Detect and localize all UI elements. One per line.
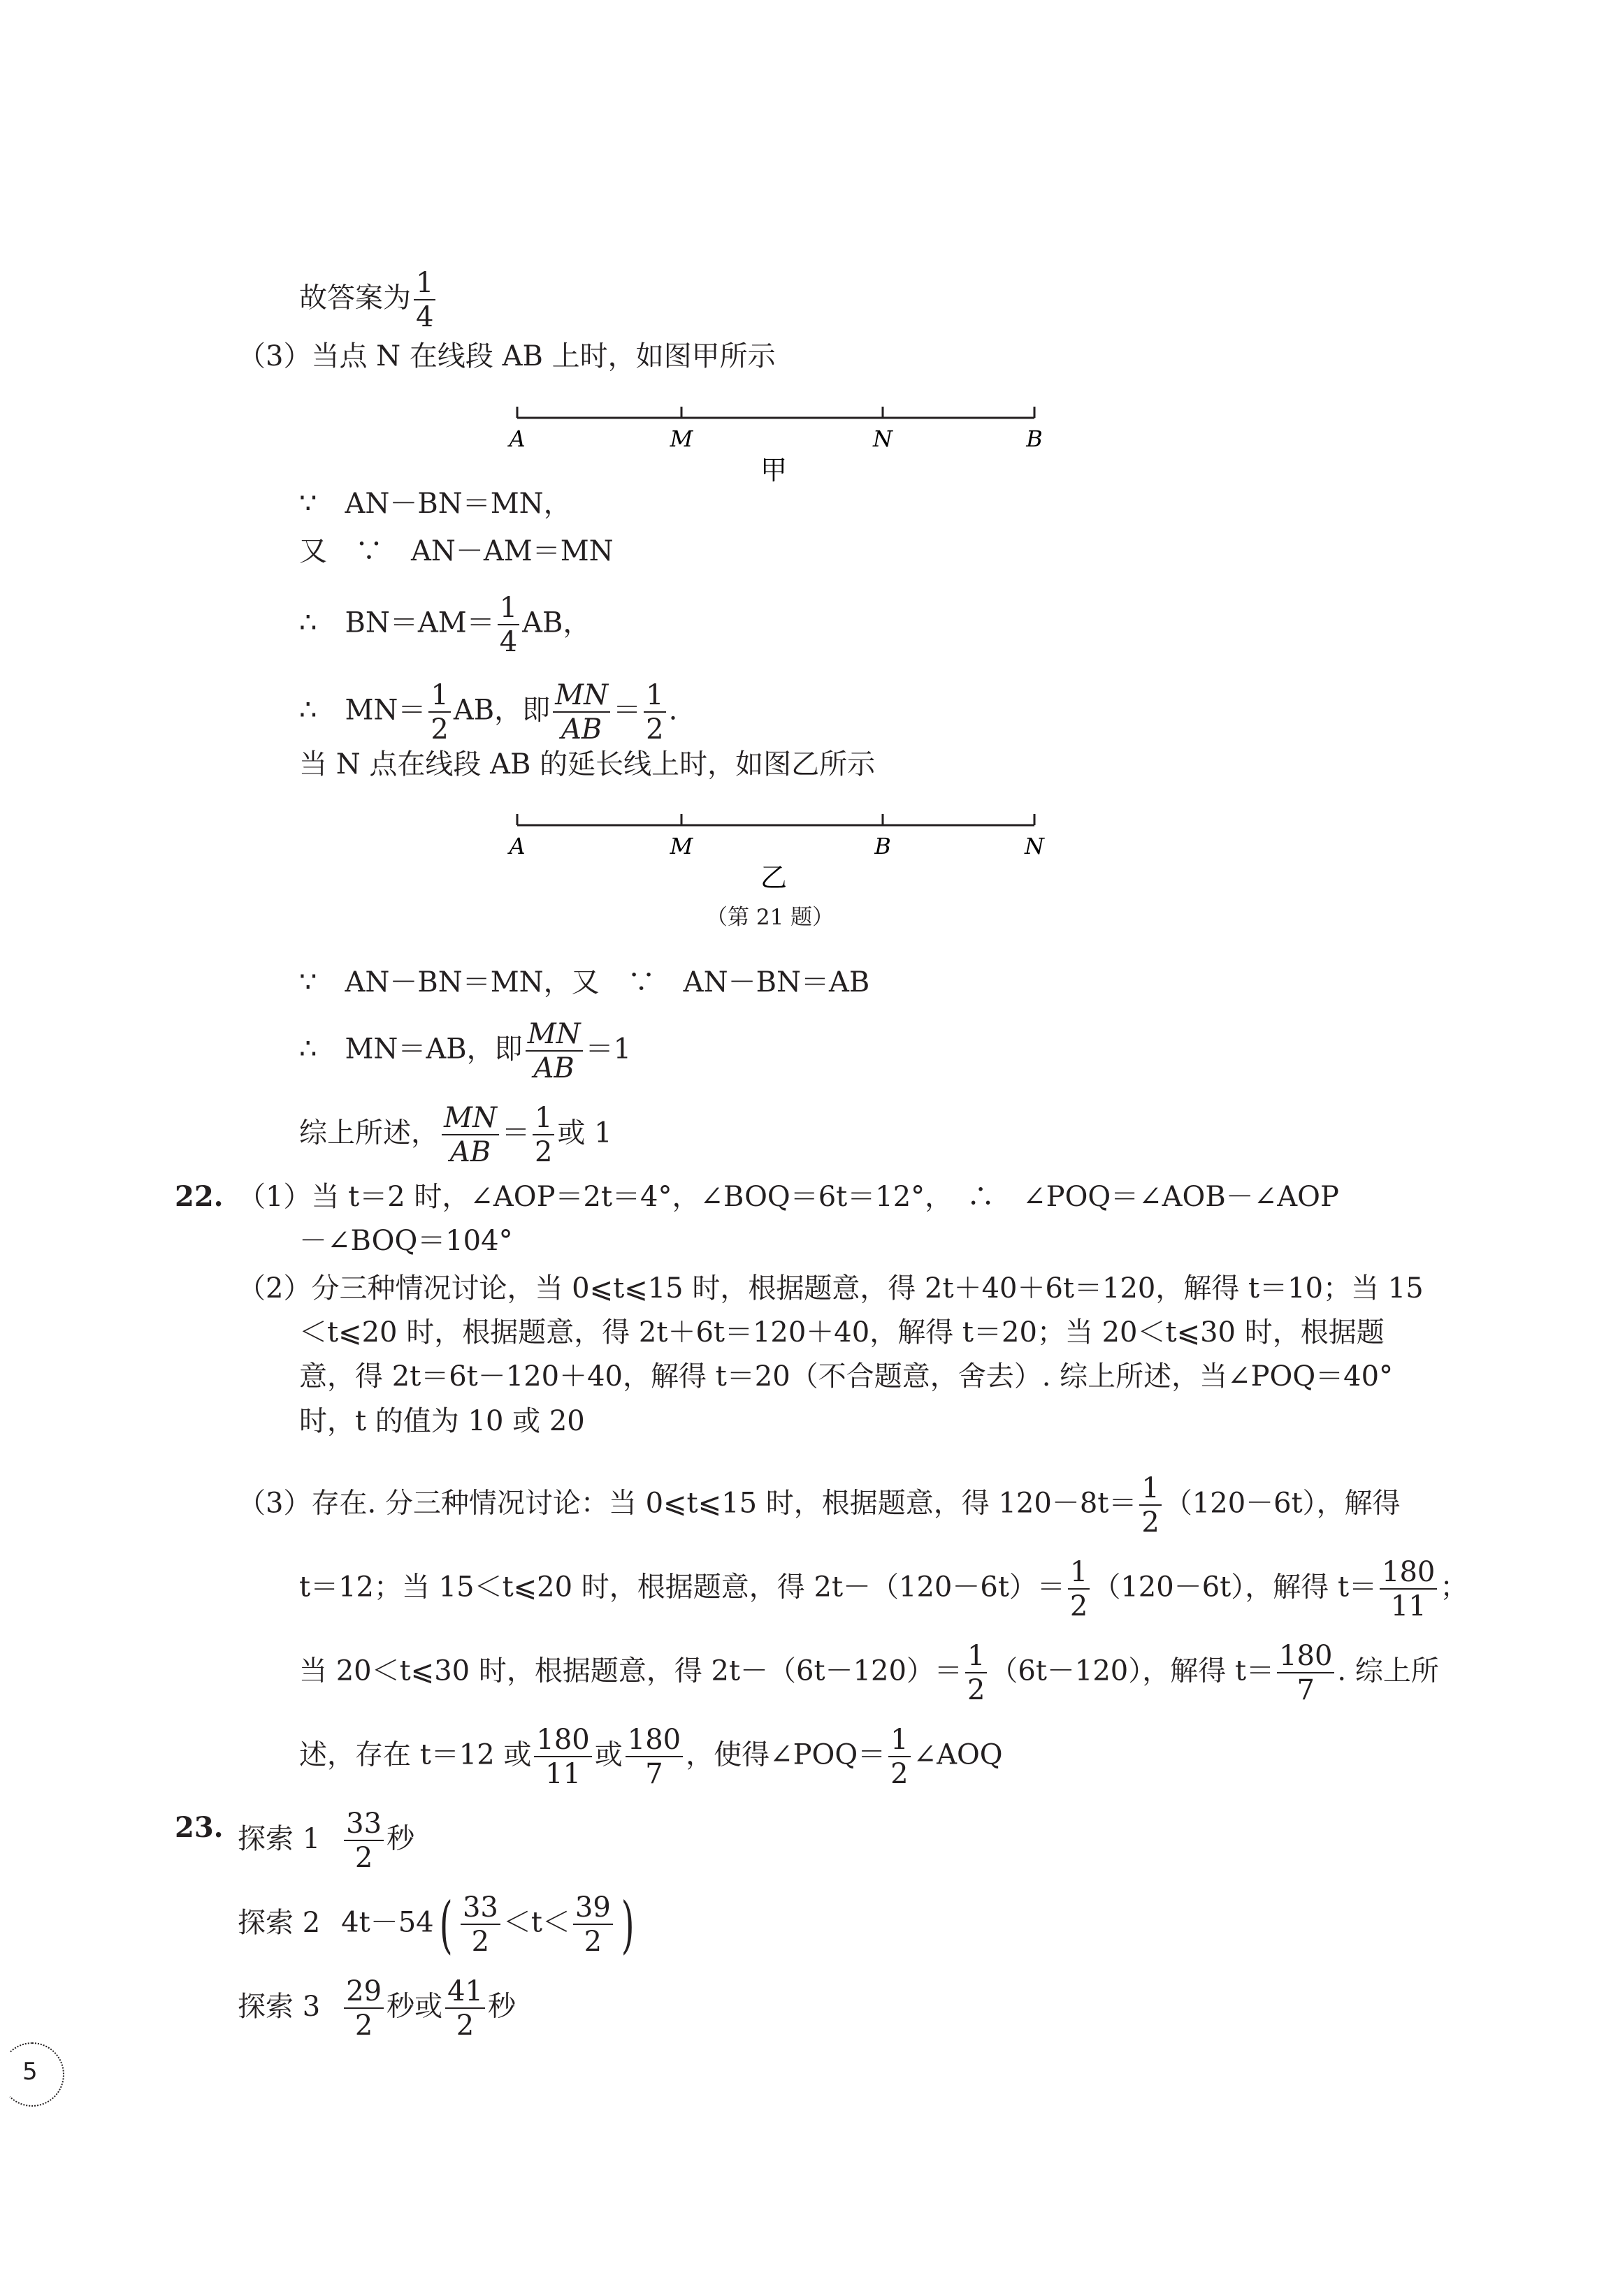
question-number-22: 22.: [175, 1180, 224, 1213]
q22-part1-line1: （1）当 t＝2 时，∠AOP＝2t＝4°，∠BOQ＝6t＝12°， ∴ ∠POQ＝∠AOB－∠AOP: [238, 1181, 1339, 1213]
fraction: $\frac{33}{2}$: [461, 1894, 500, 1956]
fraction-mn-ab: $\frac{MN}{AB}$: [553, 681, 610, 743]
figure-jia: [503, 398, 1048, 489]
fraction: $\frac{39}{2}$: [573, 1894, 613, 1956]
fraction: $\frac{180}{11}$: [534, 1726, 591, 1788]
therefore-line-3: ∴ MN＝AB，即 $\frac{MN}{AB}$ ＝1: [299, 1018, 632, 1084]
point-label-m: M: [670, 426, 693, 452]
fraction: $\frac{1}{2}$: [428, 681, 450, 743]
fraction: $\frac{1}{2}$: [1139, 1474, 1161, 1536]
point-label-a: A: [509, 833, 526, 859]
point-label-n: N: [873, 426, 893, 452]
q22-part2-line3: 意，得 2t＝6t－120＋40，解得 t＝20（不合题意，舍去）. 综上所述，当∠POQ＝40°: [299, 1360, 1394, 1393]
right-paren: ): [621, 1888, 635, 1961]
explore-3: 探索 3 $\frac{29}{2}$ 秒或 $\frac{41}{2}$ 秒: [238, 1975, 516, 2042]
fraction: $\frac{1}{4}$: [498, 594, 519, 656]
q22-part1-line2: －∠BOQ＝104°: [299, 1225, 513, 1257]
question-number-23: 23.: [175, 1811, 224, 1844]
because-line-2: 又 ∵ AN－AM＝MN: [299, 535, 614, 567]
figure-caption-yi: 乙: [760, 862, 788, 893]
fraction: $\frac{1}{2}$: [644, 681, 665, 743]
page-number-badge: [0, 2042, 64, 2107]
fraction: $\frac{1}{2}$: [965, 1642, 987, 1704]
point-label-n: N: [1025, 833, 1044, 859]
case2-intro: 当 N 点在线段 AB 的延长线上时，如图乙所示: [299, 748, 876, 780]
therefore-line-2: ∴ MN＝ $\frac{1}{2}$ AB，即 $\frac{MN}{AB}$ ＝ $\frac{1}{2}$ .: [299, 679, 678, 746]
therefore-line-1: ∴ BN＝AM＝ $\frac{1}{4}$ AB，: [299, 592, 591, 658]
fraction: $\frac{180}{7}$: [626, 1726, 683, 1788]
fraction-mn-ab: $\frac{MN}{AB}$: [526, 1020, 583, 1082]
left-paren: (: [439, 1888, 453, 1961]
q22-part2-line4: 时，t 的值为 10 或 20: [299, 1405, 585, 1437]
fraction: $\frac{180}{11}$: [1380, 1558, 1437, 1620]
q22-part2-line2: ＜t⩽20 时，根据题意，得 2t＋6t＝120＋40，解得 t＝20；当 20＜t⩽30 时，根据题: [299, 1316, 1385, 1349]
point-label-a: A: [509, 426, 526, 452]
fraction: $\frac{180}{7}$: [1277, 1642, 1334, 1704]
explore-2: 探索 2 4t－54( $\frac{33}{2}$ ＜t＜ $\frac{39}{2}$ ): [238, 1888, 635, 1961]
fraction: $\frac{33}{2}$: [344, 1810, 384, 1872]
q22-part3-line2: t＝12；当 15＜t⩽20 时，根据题意，得 2t－（120－6t）＝ $\frac{1}{2}$ （120－6t），解得 t＝ $\frac{180}{11}$ ；: [299, 1556, 1468, 1622]
point-label-b: B: [874, 833, 891, 859]
figure-number-caption: （第 21 题）: [706, 905, 835, 930]
page-number: 5: [22, 2058, 38, 2086]
fraction: $\frac{1}{2}$: [533, 1104, 554, 1166]
q22-part3-line4: 述，存在 t＝12 或 $\frac{180}{11}$ 或 $\frac{180}{7}$ ，使得∠POQ＝ $\frac{1}{2}$ ∠AOQ: [299, 1724, 1003, 1790]
part3-intro: （3）当点 N 在线段 AB 上时，如图甲所示: [238, 340, 776, 372]
point-label-b: B: [1026, 426, 1043, 452]
because-line-1: ∵ AN－BN＝MN，: [299, 488, 572, 520]
answer-line: [299, 269, 438, 331]
summary-line: 综上所述， $\frac{MN}{AB}$ ＝ $\frac{1}{2}$ 或 1: [299, 1102, 612, 1168]
fraction: $\frac{1}{2}$: [1068, 1558, 1090, 1620]
fraction: $\frac{1}{2}$: [888, 1726, 910, 1788]
fraction-one-quarter: $\frac{1}{4}$: [414, 269, 435, 331]
explore-1: 探索 1 $\frac{33}{2}$ 秒: [238, 1808, 415, 1874]
answer-text: 故答案为: [299, 282, 411, 314]
fraction: $\frac{41}{2}$: [445, 1977, 485, 2040]
q22-part3-line1: （3）存在. 分三种情况讨论：当 0⩽t⩽15 时，根据题意，得 120－8t＝ $\frac{1}{2}$ （120－6t），解得: [238, 1472, 1401, 1539]
fraction-mn-ab: $\frac{MN}{AB}$: [442, 1104, 499, 1166]
because-line-3: ∵ AN－BN＝MN，又 ∵ AN－BN＝AB: [299, 966, 870, 998]
figure-caption-jia: 甲: [760, 455, 788, 486]
point-label-m: M: [670, 833, 693, 859]
figure-yi: [503, 806, 1048, 896]
fraction: $\frac{29}{2}$: [344, 1977, 384, 2040]
q22-part2-line1: （2）分三种情况讨论，当 0⩽t⩽15 时，根据题意，得 2t＋40＋6t＝120，解得 t＝10；当 15: [238, 1272, 1424, 1305]
q22-part3-line3: 当 20＜t⩽30 时，根据题意，得 2t－（6t－120）＝ $\frac{1}{2}$ （6t－120），解得 t＝ $\frac{180}{7}$ . 综上所: [299, 1640, 1439, 1706]
